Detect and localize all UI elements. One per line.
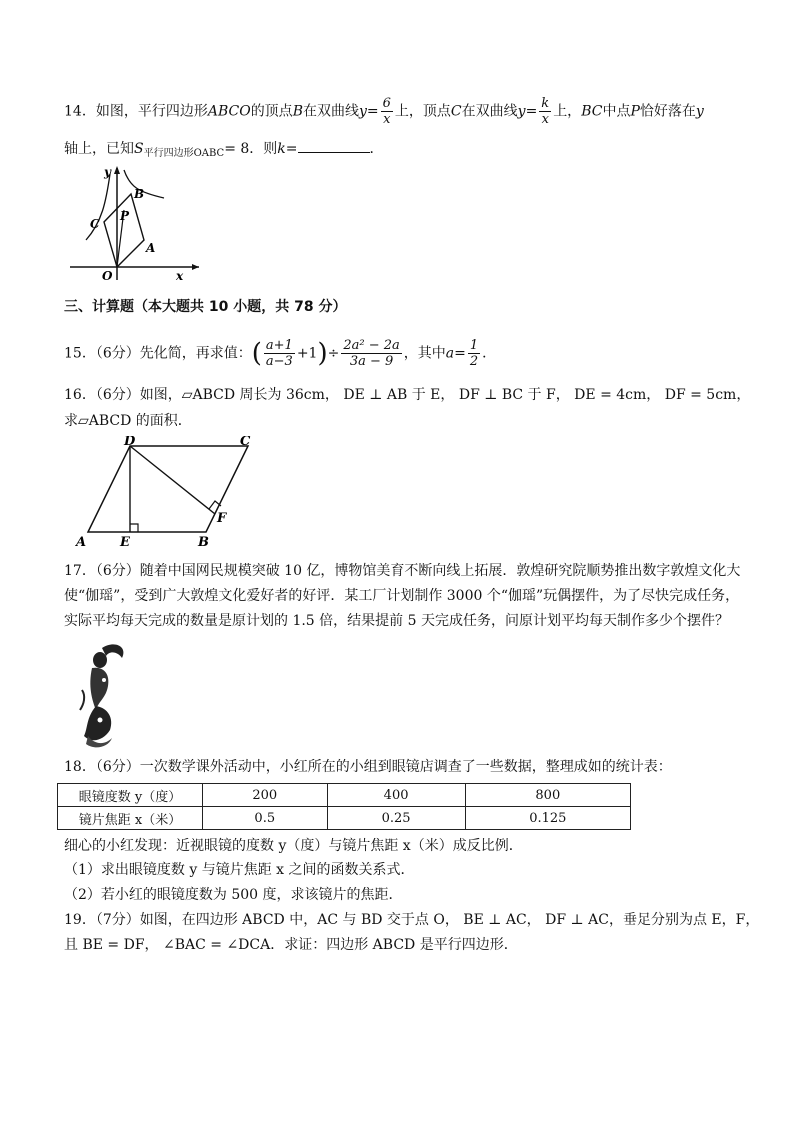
section-heading: 三、计算题（本大题共 10 小题，共 78 分） bbox=[64, 299, 347, 315]
y-axis-arrow bbox=[114, 166, 120, 174]
q18-sub1: （1）求出眼镜度数 y 与镜片焦距 x 之间的函数关系式． bbox=[64, 862, 415, 878]
q18-note: 细心的小红发现：近视眼镜的度数 y（度）与镜片焦距 x（米）成反比例． bbox=[64, 838, 523, 854]
label-c: C bbox=[90, 217, 100, 231]
table-cell: 0.25 bbox=[327, 807, 465, 830]
table-cell: 0.125 bbox=[465, 807, 630, 830]
x-axis-arrow bbox=[192, 264, 199, 270]
right-angle-f bbox=[209, 501, 221, 509]
segment-df bbox=[130, 446, 215, 514]
q18-line1: 18．（6分）一次数学课外活动中，小红所在的小组到眼镜店调查了一些数据，整理成如的统计表： bbox=[64, 759, 672, 775]
q19-line1: 19．（7分）如图，在四边形 ABCD 中，AC 与 BD 交于点 O， BE ⊥ AC， DF ⊥ AC，垂足分别为点 E，F， bbox=[64, 912, 760, 928]
q17-line1: 17．（6分）随着中国网民规模突破 10 亿，博物馆美育不断向线上拓展．敦煌研究院顺势推出数字敦煌文化大 bbox=[64, 563, 741, 579]
label-d: D bbox=[124, 436, 136, 449]
label-e: E bbox=[120, 535, 130, 548]
right-angle-e bbox=[130, 524, 138, 532]
q14-number: 14． bbox=[64, 103, 96, 120]
label-a: A bbox=[76, 535, 87, 548]
answer-blank[interactable] bbox=[298, 138, 370, 153]
label-x: x bbox=[176, 269, 184, 282]
label-p: P bbox=[120, 209, 130, 223]
table-cell: 400 bbox=[327, 784, 465, 807]
q17-line3: 实际平均每天完成的数量是原计划的 1.5 倍，结果提前 5 天完成任务，问原计划平均每天制作多少个摆件？ bbox=[64, 613, 729, 629]
label-a: A bbox=[146, 241, 156, 255]
table-cell: 200 bbox=[203, 784, 328, 807]
parallelogram-abco bbox=[104, 194, 144, 267]
fraction-k-over-x: $\frac{k}{x}$ bbox=[541, 96, 550, 127]
fraction-6-over-x: $\frac{6}{x}$ bbox=[382, 96, 391, 127]
table-row bbox=[58, 784, 631, 807]
label-c: C bbox=[240, 436, 251, 449]
q16-figure bbox=[74, 436, 274, 548]
q16-line1: 16．（6分）如图，▱ABCD 周长为 36cm， DE ⊥ AB 于 E， DF ⊥ BC 于 F， DE = 4cm， DF = 5cm， bbox=[64, 387, 751, 403]
label-b: B bbox=[198, 535, 209, 548]
q17-line2: 使“伽瑶”，受到广大敦煌文化爱好者的好评．某工厂计划制作 3000 个“伽瑶”玩偶摆件，为了尽快完成任务， bbox=[64, 588, 740, 604]
table-cell: 0.5 bbox=[203, 807, 328, 830]
table-cell: 眼镜度数 y（度） bbox=[58, 784, 203, 807]
q19-line2: 且 BE = DF， ∠BAC = ∠DCA．求证：四边形 ABCD 是平行四边形． bbox=[64, 937, 518, 953]
q15: 15．（6分）先化简，再求值：( $\frac{a+1}{a-3}$ +1)÷ $\frac{\text{2a² − 2a}}{3a - 9}$ ，其中a= $\frac{1}{2}$ ． bbox=[64, 338, 497, 369]
fraction-a1-over-a3: $\frac{a+1}{a-3}$ bbox=[265, 338, 293, 369]
q16-line2: 求▱ABCD 的面积． bbox=[64, 413, 192, 429]
table-cell: 800 bbox=[465, 784, 630, 807]
q18-sub2: （2）若小红的眼镜度数为 500 度，求该镜片的焦距． bbox=[64, 887, 403, 903]
table-row bbox=[58, 807, 631, 830]
label-o: O bbox=[102, 269, 113, 282]
table-cell: 镜片焦距 x（米） bbox=[58, 807, 203, 830]
fraction-one-half: $\frac{1}{2}$ bbox=[469, 338, 479, 369]
label-f: F bbox=[217, 511, 227, 526]
q14-figure bbox=[64, 162, 204, 282]
fraction-2a2-over-3a9: $\frac{\text{2a² − 2a}}{3a - 9}$ bbox=[343, 338, 400, 369]
q14-line2: 轴上，已知$S_{平行四边形OABC}= 8$．则k= ． bbox=[64, 138, 384, 165]
statistics-table bbox=[57, 783, 631, 830]
q14-line1: 14．如图，平行四边形ABCO的顶点B在双曲线y= $\frac{6}{x}$ 上，顶点C在双曲线y= $\frac{k}{x}$ 上，BC中点P恰好落在y bbox=[64, 96, 704, 127]
figurine-image bbox=[74, 640, 134, 750]
label-y: y bbox=[104, 165, 111, 179]
label-b: B bbox=[134, 187, 145, 201]
